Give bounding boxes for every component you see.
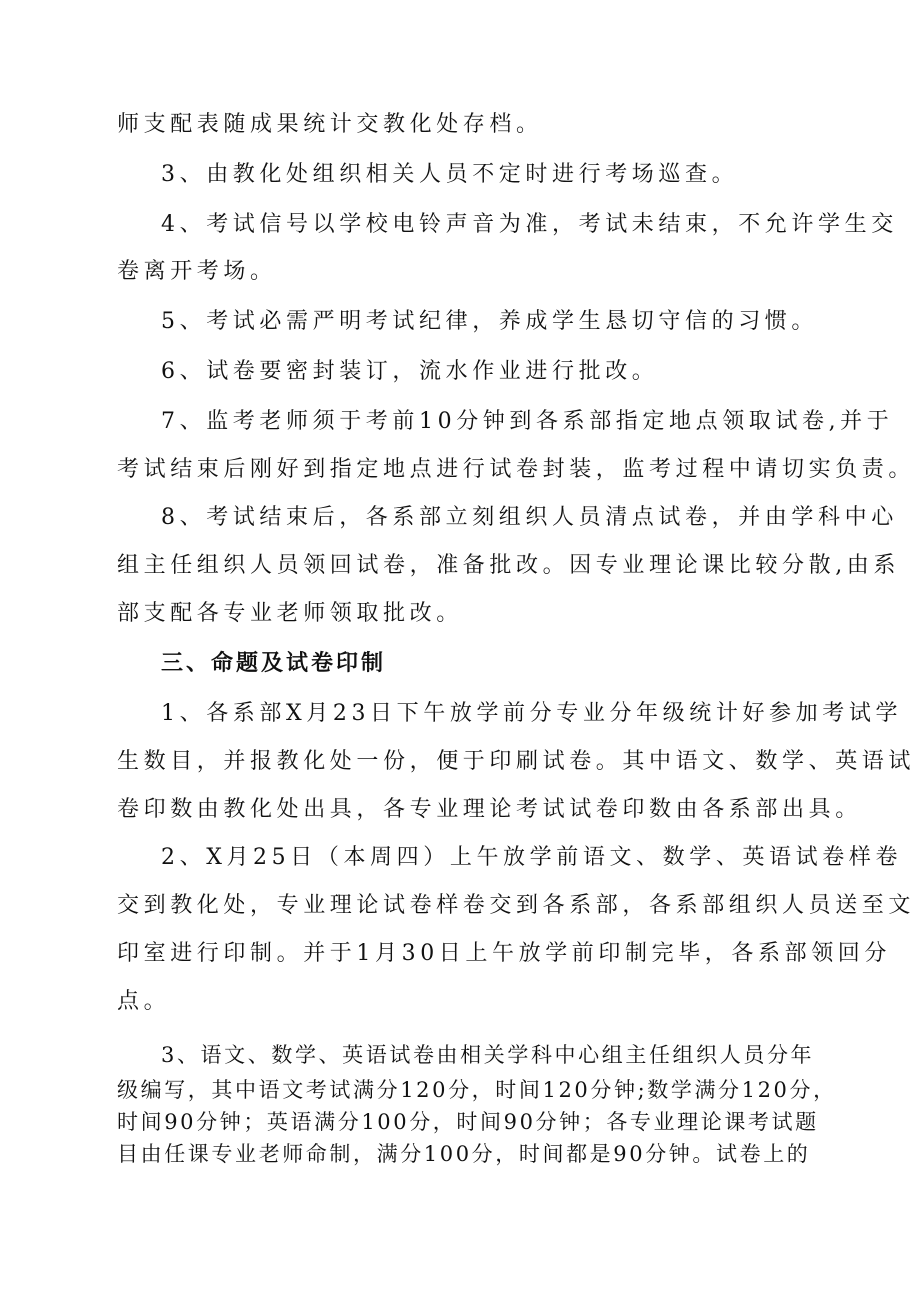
- paragraph-line: 组主任组织人员领回试卷，准备批改。因专业理论课比较分散,由系: [117, 553, 900, 578]
- paragraph-line: 目由任课专业老师命制，满分100分，时间都是90分钟。试卷上的: [117, 1142, 811, 1166]
- paragraph-line: 时间90分钟；英语满分100分，时间90分钟；各专业理论课考试题: [117, 1110, 819, 1134]
- paragraph-line: 5、考试必需严明考试纪律，养成学生恳切守信的习惯。: [161, 309, 818, 334]
- paragraph-line: 6、试卷要密封装订，流水作业进行批改。: [161, 359, 659, 384]
- paragraph-line: 印室进行印制。并于1月30日上午放学前印制完毕，各系部领回分: [117, 941, 891, 966]
- paragraph-line: 3、语文、数学、英语试卷由相关学科中心组主任组织人员分年: [161, 1043, 815, 1067]
- paragraph-line: 部支配各专业老师领取批改。: [117, 601, 463, 626]
- paragraph-line: 交到教化处，专业理论试卷样卷交到各系部，各系部组织人员送至文: [117, 893, 916, 918]
- paragraph-line: 师支配表随成果统计交教化处存档。: [117, 112, 543, 137]
- paragraph-line: 卷离开考场。: [117, 259, 277, 284]
- paragraph-line: 生数目，并报教化处一份，便于印刷试卷。其中语文、数学、英语试: [117, 749, 916, 774]
- paragraph-line: 卷印数由教化处出具，各专业理论考试试卷印数由各系部出具。: [117, 797, 862, 822]
- paragraph-line: 3、由教化处组织相关人员不定时进行考场巡查。: [161, 162, 739, 187]
- paragraph-line: 点。: [117, 989, 171, 1014]
- paragraph-line: 考试结束后刚好到指定地点进行试卷封装，监考过程中请切实负责。: [117, 457, 916, 482]
- paragraph-line: 级编写，其中语文考试满分120分，时间120分钟;数学满分120分，: [117, 1078, 837, 1102]
- paragraph-line: 2、X月25日（本周四）上午放学前语文、数学、英语试卷样卷: [161, 845, 903, 870]
- section-heading: 三、命题及试卷印制: [161, 651, 387, 676]
- paragraph-line: 7、监考老师须于考前10分钟到各系部指定地点领取试卷,并于: [161, 409, 894, 434]
- paragraph-line: 4、考试信号以学校电铃声音为准，考试未结束，不允许学生交: [161, 212, 898, 237]
- paragraph-line: 1、各系部X月23日下午放学前分专业分年级统计好参加考试学: [161, 701, 903, 726]
- paragraph-line: 8、考试结束后，各系部立刻组织人员清点试卷，并由学科中心: [161, 505, 898, 530]
